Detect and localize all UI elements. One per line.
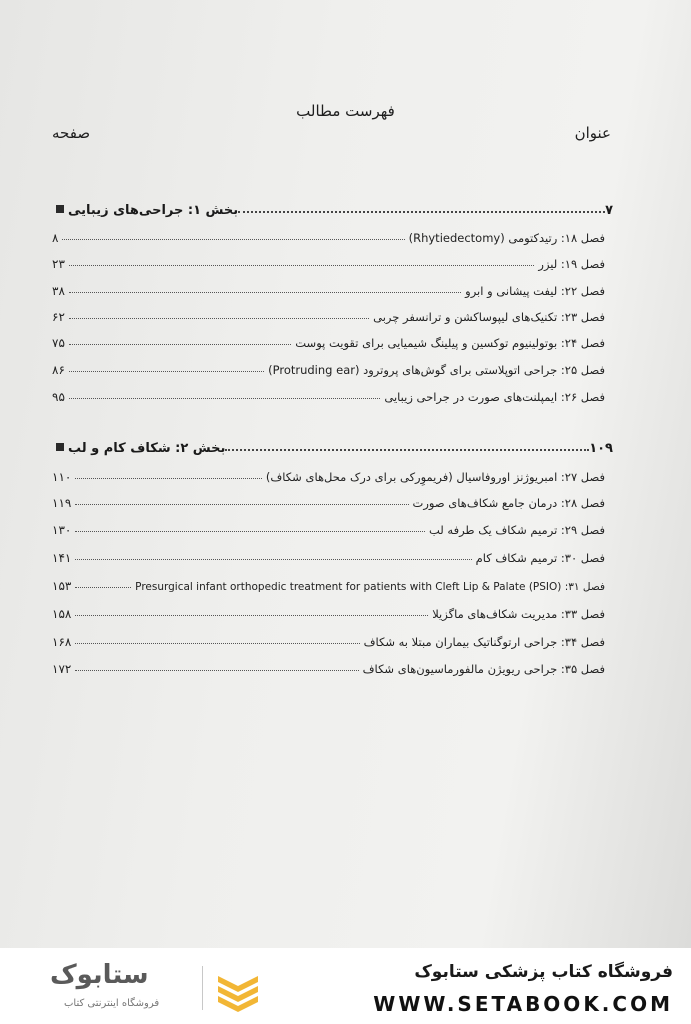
- chapter-title: فصل ۳۴: جراحی ارتوگناتیک بیماران مبتلا به شکاف: [363, 635, 605, 649]
- toc-entry: [52, 330, 605, 350]
- chapter-page-number: ۷۵: [52, 336, 65, 350]
- chapter-title: فصل ۲۸: درمان جامع شکاف‌های صورت: [412, 496, 605, 510]
- toc-entry: [52, 251, 605, 271]
- section-page-number: ۱۰۹: [589, 441, 613, 456]
- chapter-title: فصل ۲۶: ایمپلنت‌های صورت در جراحی زیبایی: [384, 390, 605, 404]
- toc-entry: [52, 384, 605, 404]
- section-square-bullet: [56, 205, 64, 213]
- column-header-title: عنوان: [574, 124, 611, 142]
- chapter-page-number: ۳۸: [52, 284, 65, 298]
- chapter-page-number: ۹۵: [52, 390, 65, 404]
- store-url-link[interactable]: WWW.SETABOOK.COM: [373, 992, 673, 1016]
- page-title: فهرست مطالب: [296, 102, 395, 120]
- section-title: بخش ۲: شکاف کام و لب: [68, 441, 226, 456]
- store-footer-banner: [0, 948, 691, 1024]
- dot-leader: [75, 559, 471, 560]
- dot-leader: [225, 449, 589, 451]
- chapter-page-number: ۱۴۱: [52, 551, 72, 565]
- chapter-title: فصل ۲۴: بوتولینیوم توکسین و پیلینگ شیمیایی برای تقویت پوست: [295, 336, 605, 350]
- chapter-page-number: ۸: [52, 231, 59, 245]
- dot-leader: [62, 239, 404, 240]
- chapter-page-number: ۱۵۸: [52, 607, 72, 621]
- chapter-title: فصل ۲۳: تکنیک‌های لیپوساکشن و ترانسفر چربی: [373, 310, 605, 324]
- section-heading: [52, 436, 617, 456]
- logo-wordmark: ستابوک: [50, 960, 149, 990]
- dot-leader: [69, 398, 380, 399]
- column-header-page: صفحه: [52, 124, 91, 142]
- toc-entry: [52, 304, 605, 324]
- dot-leader: [238, 211, 605, 213]
- toc-entry: [52, 517, 605, 537]
- section-square-bullet: [56, 443, 64, 451]
- section-heading: [52, 198, 617, 218]
- chapter-title: فصل ۳۱: Presurgical infant orthopedic treatment for patients with Cleft Lip & Palate (PSIO): [135, 581, 605, 593]
- chapter-page-number: ۲۳: [52, 257, 65, 271]
- toc-entry: [52, 464, 605, 484]
- dot-leader: [75, 615, 428, 616]
- chapter-title: فصل ۲۲: لیفت پیشانی و ابرو: [465, 284, 605, 298]
- section-title: بخش ۱: جراحی‌های زیبایی: [68, 203, 239, 218]
- store-name: فروشگاه کتاب پزشکی ستابوک: [414, 962, 673, 982]
- chapter-page-number: ۶۲: [52, 310, 65, 324]
- section-page-number: ۷: [605, 203, 613, 218]
- dot-leader: [69, 265, 535, 266]
- chapter-page-number: ۱۵۳: [52, 579, 72, 593]
- toc-entry: [52, 573, 605, 593]
- dot-leader: [69, 371, 264, 372]
- toc-entry: [52, 601, 605, 621]
- dot-leader: [69, 344, 291, 345]
- chapter-title: فصل ۱۹: لیزر: [538, 257, 605, 271]
- logo-divider: [202, 966, 203, 1010]
- chapter-page-number: ۸۶: [52, 363, 65, 377]
- chapter-page-number: ۱۳۰: [52, 523, 72, 537]
- book-chevron-icon: [212, 962, 264, 1014]
- toc-entry: [52, 490, 605, 510]
- chapter-title: فصل ۳۰: ترمیم شکاف کام: [475, 551, 605, 565]
- dot-leader: [69, 292, 461, 293]
- toc-entry: [52, 225, 605, 245]
- toc-entry: [52, 656, 605, 676]
- chapter-page-number: ۱۱۰: [52, 470, 72, 484]
- logo-tagline: فروشگاه اینترنتی کتاب: [64, 998, 160, 1009]
- chapter-title: فصل ۳۵: جراحی ریویژن مالفورماسیون‌های شکاف: [362, 662, 605, 676]
- chapter-title: فصل ۲۹: ترمیم شکاف یک طرفه لب: [428, 523, 605, 537]
- dot-leader: [75, 531, 425, 532]
- dot-leader: [75, 670, 358, 671]
- chapter-page-number: ۱۶۸: [52, 635, 72, 649]
- toc-entry: [52, 357, 605, 377]
- store-logo[interactable]: [24, 956, 264, 1018]
- chapter-page-number: ۱۷۲: [52, 662, 72, 676]
- chapter-title: فصل ۲۷: امبریوژنز اوروفاسیال (فریموِرکی برای درک محل‌های شکاف): [265, 470, 605, 484]
- toc-entry: [52, 629, 605, 649]
- toc-entry: [52, 545, 605, 565]
- chapter-page-number: ۱۱۹: [52, 496, 72, 510]
- toc-entry: [52, 278, 605, 298]
- chapter-title: فصل ۱۸: رتیدکتومی (Rhytiedectomy): [408, 231, 605, 245]
- chapter-title: فصل ۳۳: مدیریت شکاف‌های ماگزیلا: [432, 607, 605, 621]
- dot-leader: [75, 504, 408, 505]
- dot-leader: [75, 587, 131, 588]
- dot-leader: [75, 478, 262, 479]
- dot-leader: [75, 643, 359, 644]
- dot-leader: [69, 318, 369, 319]
- chapter-title: فصل ۲۵: جراحی اتوپلاستی برای گوش‌های پروترود (Protruding ear): [268, 363, 605, 377]
